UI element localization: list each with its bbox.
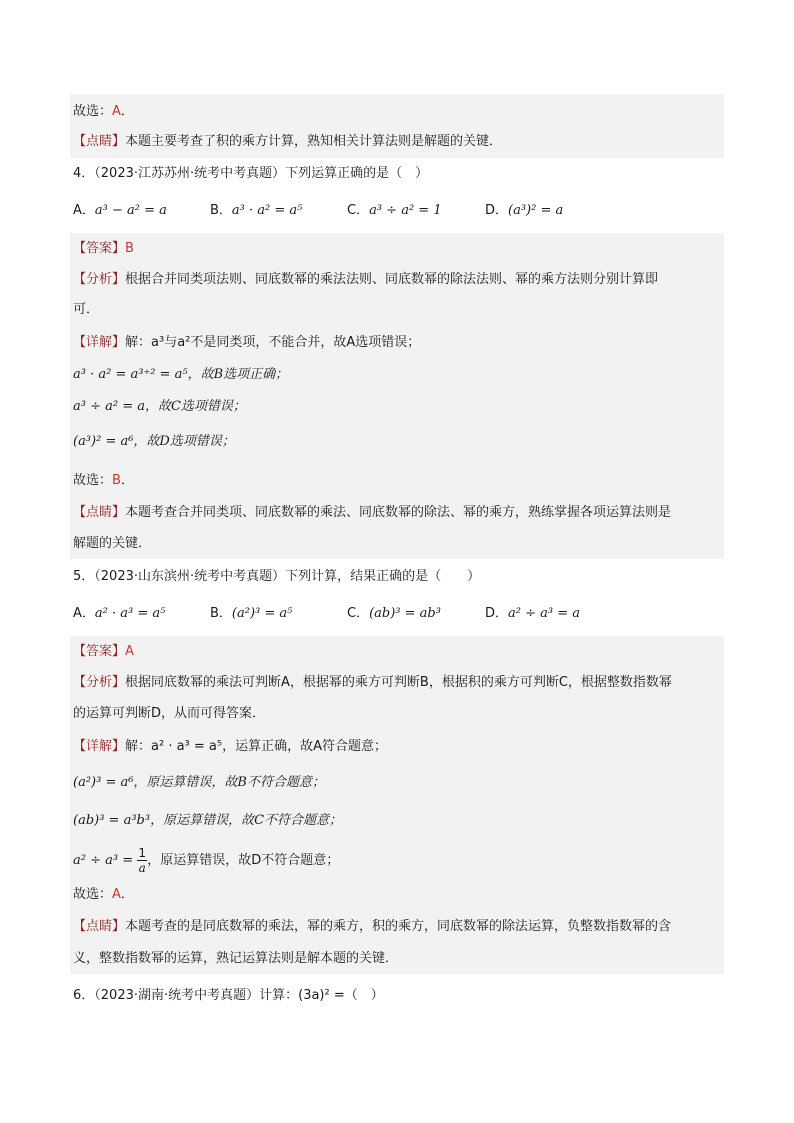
q5-option-a: A．a² · a³ = a⁵ bbox=[73, 606, 166, 621]
detail-line-2: a³ · a² = a³⁺² = a⁵，故B选项正确； bbox=[73, 367, 289, 382]
question-4-stem: 4．（2023·江苏苏州·统考中考真题）下列运算正确的是（ ） bbox=[73, 166, 429, 181]
selected-answer: A bbox=[112, 104, 121, 119]
q5-option-b: B．(a²)³ = a⁵ bbox=[210, 606, 293, 621]
q4-option-a: A．a³ − a² = a bbox=[73, 203, 167, 218]
analysis-line: 【分析】根据合并同类项法则、同底数幂的乘法法则、同底数幂的除法法则、幂的乘方法则分别计算即 bbox=[73, 272, 659, 287]
selected-answer: B bbox=[112, 473, 121, 488]
detail-line-4: a² ÷ a³ = $\frac{1}{a}$ ，原运算错误，故D不符合题意； bbox=[73, 846, 340, 875]
analysis-line-2: 的运算可判断D，从而可得答案． bbox=[73, 706, 266, 721]
answer-line: 【答案】A bbox=[73, 644, 134, 659]
comment-line: 【点睛】本题主要考查了积的乘方计算，熟知相关计算法则是解题的关键． bbox=[73, 134, 503, 149]
answer-line: 【答案】B bbox=[73, 241, 134, 256]
comment-line: 【点睛】本题考查的是同底数幂的乘法，幂的乘方，积的乘方，同底数幂的除法运算，负整数指数幂的含 bbox=[73, 919, 672, 934]
question-6-stem: 6．（2023·湖南·统考中考真题）计算：(3a)² =（ ） bbox=[73, 988, 384, 1003]
detail-line-2: (a²)³ = a⁶，原运算错误，故B不符合题意； bbox=[73, 775, 325, 790]
q5-option-c: C．(ab)³ = ab³ bbox=[347, 606, 441, 621]
comment-line-2: 解题的关键． bbox=[73, 536, 152, 551]
analysis-line: 【分析】根据同底数幂的乘法可判断A，根据幂的乘方可判断B，根据积的乘方可判断C，根据整数指数幂 bbox=[73, 675, 672, 690]
selected-answer: A bbox=[112, 887, 121, 902]
q4-option-b: B．a³ · a² = a⁵ bbox=[210, 203, 303, 218]
fraction: $\frac{1}{a}$ bbox=[138, 846, 147, 875]
detail-line: 【详解】解：a² · a³ = a⁵，运算正确，故A符合题意； bbox=[73, 739, 387, 754]
choice-line: 故选：A． bbox=[73, 104, 134, 119]
detail-line-3: a³ ÷ a² = a，故C选项错误； bbox=[73, 399, 246, 414]
q4-option-c: C．a³ ÷ a² = 1 bbox=[347, 203, 442, 218]
q4-option-d: D．(a³)² = a bbox=[485, 203, 564, 218]
question-5-stem: 5．（2023·山东滨州·统考中考真题）下列计算，结果正确的是（ ） bbox=[73, 569, 481, 584]
choice-line: 故选：B． bbox=[73, 473, 134, 488]
analysis-line-2: 可． bbox=[73, 302, 100, 317]
comment-line: 【点睛】本题考查合并同类项、同底数幂的乘法、同底数幂的除法、幂的乘方，熟练掌握各项运算法则是 bbox=[73, 505, 672, 520]
detail-line-3: (ab)³ = a³b³，原运算错误，故C不符合题意； bbox=[73, 813, 343, 828]
detail-line-4: (a³)² = a⁶，故D选项错误； bbox=[73, 434, 235, 449]
detail-line: 【详解】解：a³与a²不是同类项，不能合并，故A选项错误； bbox=[73, 335, 421, 350]
q5-option-d: D．a² ÷ a³ = a bbox=[485, 606, 581, 621]
choice-line: 故选：A． bbox=[73, 887, 134, 902]
comment-line-2: 义，整数指数幂的运算，熟记运算法则是解本题的关键． bbox=[73, 951, 399, 966]
